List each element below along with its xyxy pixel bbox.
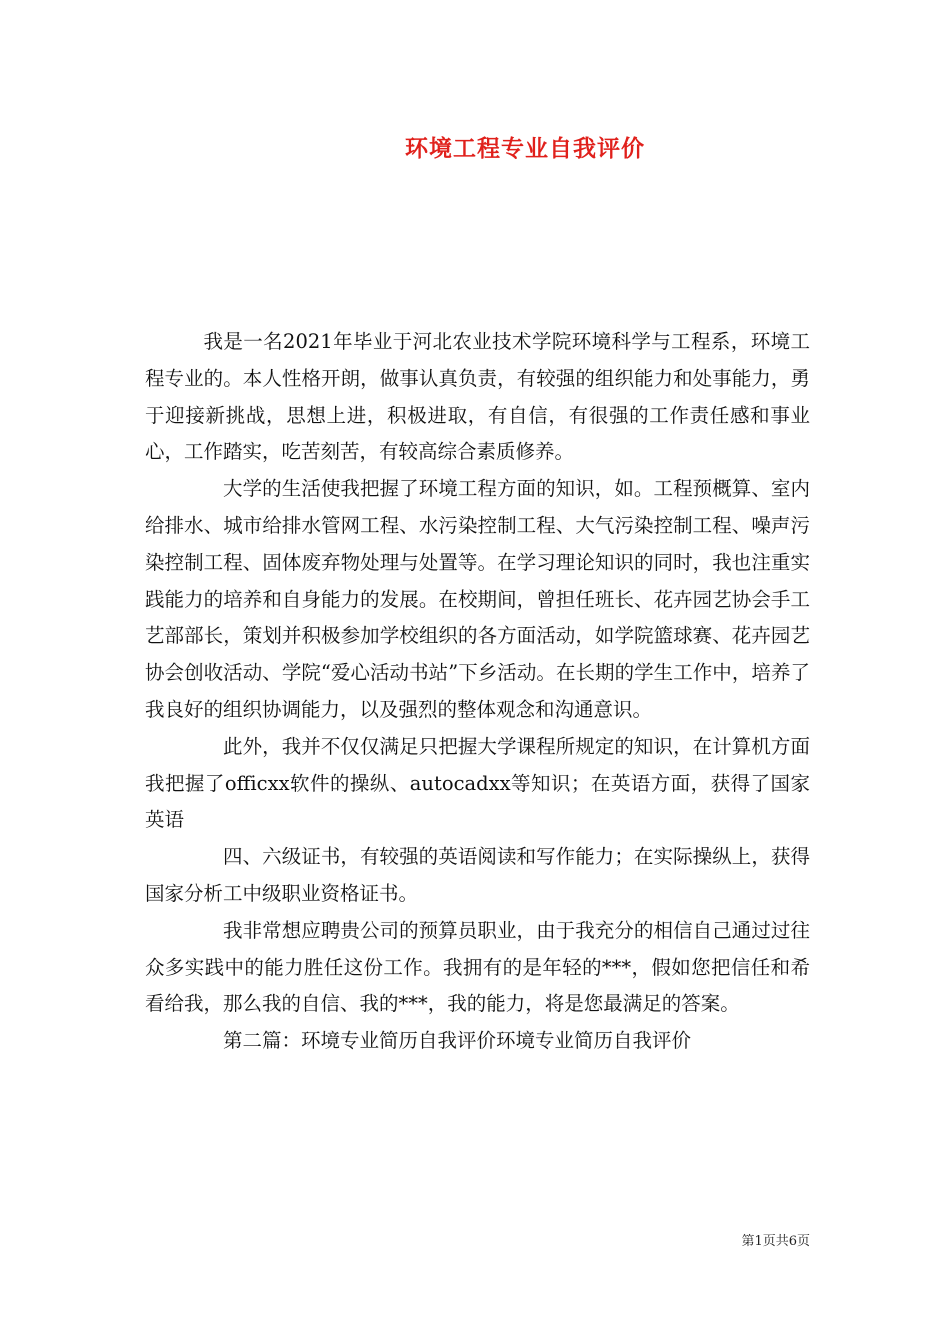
paragraph-1: 我是一名2021年毕业于河北农业技术学院环境科学与工程系，环境工程专业的。本人性格开朗，做事认真负责，有较强的组织能力和处事能力，勇于迎接新挑战，思想上进，积极进取，有自信，有很强的工作责任感和事业心，工作踏实，吃苦刻苦，有较高综合素质修养。: [145, 330, 810, 464]
paragraph-2: 大学的生活使我把握了环境工程方面的知识，如。工程预概算、室内给排水、城市给排水管网工程、水污染控制工程、大气污染控制工程、噪声污染控制工程、固体废弃物处理与处置等。在学习理论知识的同时，我也注重实践能力的培养和自身能力的发展。在校期间，曾担任班长、花卉园艺协会手工艺部部长，策划并积极参加学校组织的各方面活动，如学院篮球赛、花卉园艺协会创收活动、学院“爱心活动书站”下乡活动。在长期的学生工作中，培养了我良好的组织协调能力，以及强烈的整体观念和沟通意识。: [145, 477, 810, 721]
paragraph-4: 四、六级证书，有较强的英语阅读和写作能力；在实际操纵上，获得国家分析工中级职业资格证书。: [145, 845, 810, 905]
document-body: [145, 324, 810, 1060]
paragraph-5: 我非常想应聘贵公司的预算员职业，由于我充分的相信自己通过过往众多实践中的能力胜任这份工作。我拥有的是年轻的***，假如您把信任和希看给我，那么我的自信、我的***，我的能力，将是您最满足的答案。: [145, 918, 810, 1016]
paragraph-3: 此外，我并不仅仅满足只把握大学课程所规定的知识，在计算机方面我把握了officxx软件的操纵、autocadxx等知识；在英语方面，获得了国家英语: [145, 734, 810, 832]
page-number-footer: 第1页共6页: [741, 1234, 810, 1249]
document-title: 环境工程专业自我评价: [405, 136, 645, 162]
paragraph-6: 第二篇：环境专业简历自我评价环境专业简历自我评价: [223, 1029, 692, 1053]
